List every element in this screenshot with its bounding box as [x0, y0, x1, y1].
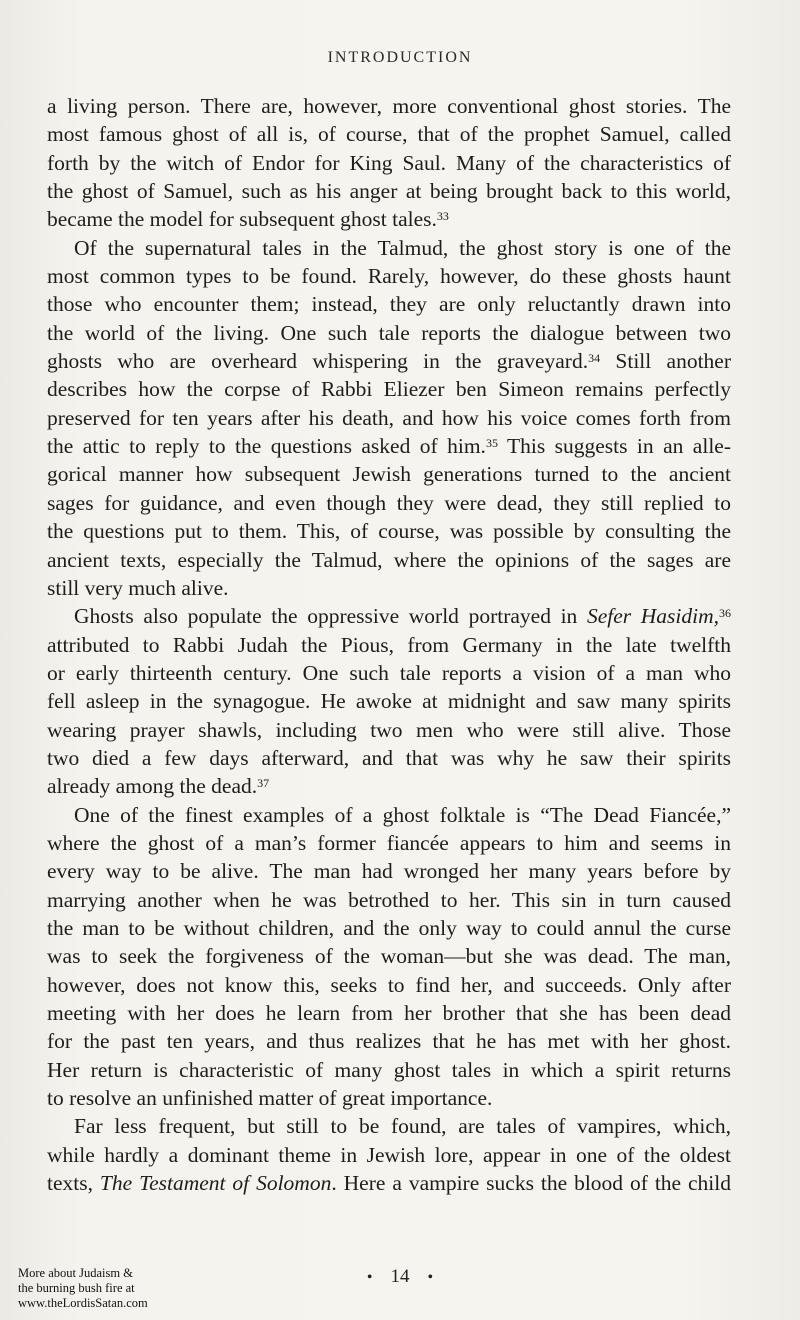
text-line: or early thirteenth century. One such tale reports a vision of a man who [47, 660, 731, 685]
bullet-dot: • [427, 1269, 434, 1286]
text-line: Far less frequent, but still to be found, are tales of vampires, which, [74, 1114, 731, 1139]
footer-note-line: More about Judaism & [18, 1266, 133, 1280]
footnote-marker: 35 [485, 436, 498, 451]
text-line: marrying another when he was betrothed to her. This sin in turn caused [47, 887, 731, 912]
page-number-area [0, 1266, 800, 1288]
text-line: while hardly a dominant theme in Jewish lore, appear in one of the oldest [47, 1142, 731, 1167]
text-line: most famous ghost of all is, of course, that of the prophet Samuel, called [47, 122, 731, 147]
text-line: however, does not know this, seeks to find her, and succeeds. Only after [47, 972, 731, 997]
text-line: Ghosts also populate the oppressive world portrayed in Sefer Hasidim,$^{36}$ [74, 604, 731, 629]
italic-title: Sefer Hasidim, [586, 604, 719, 629]
text-line: still very much alive. [47, 575, 229, 600]
running-header: INTRODUCTION [327, 49, 473, 66]
text-line: the man to be without children, and the only way to could annul the curse [47, 915, 731, 940]
page-number: 14 [390, 1266, 410, 1287]
text-line: Of the supernatural tales in the Talmud, the ghost story is one of the [74, 235, 731, 260]
text-line: gorical manner how subsequent Jewish generations turned to the ancient [47, 462, 731, 487]
footnote-marker: 34 [588, 351, 601, 366]
text-line: the ghost of Samuel, such as his anger at being brought back to this world, [47, 179, 731, 204]
text-line: Her return is characteristic of many ghost tales in which a spirit returns [47, 1057, 731, 1082]
footer-note-line: the burning bush fire at [18, 1281, 135, 1295]
text-line: for the past ten years, and thus realizes that he has met with her ghost. [47, 1029, 731, 1054]
footnote-marker: 33 [436, 209, 449, 224]
text-line: preserved for ten years after his death, and how his voice comes forth from [47, 405, 731, 430]
text-line: wearing prayer shawls, including two men who were still alive. Those [47, 717, 731, 742]
footnote-marker: 37 [257, 776, 270, 791]
text-line: already among the dead.$^{37}$ [47, 774, 270, 799]
italic-title: The Testament of Solomon [99, 1171, 332, 1196]
text-line: ghosts who are overheard whispering in the graveyard.$^{34}$ Still another [47, 349, 731, 374]
text-line: became the model for subsequent ghost tales.$^{33}$ [47, 207, 449, 232]
text-line: was to seek the forgiveness of the woman—but she was dead. The man, [47, 944, 731, 969]
text-line: the questions put to them. This, of course, was possible by consulting the [47, 519, 731, 544]
text-line: meeting with her does he learn from her brother that she has been dead [47, 1001, 731, 1025]
text-line: a living person. There are, however, more conventional ghost stories. The [47, 94, 731, 118]
text-line: forth by the witch of Endor for King Saul. Many of the characteristics of [47, 150, 731, 175]
text-line: most common types to be found. Rarely, however, do these ghosts haunt [47, 264, 731, 289]
footnote-marker: 36 [719, 606, 731, 621]
text-line: two died a few days afterward, and that was why he saw their spirits [47, 745, 731, 770]
text-line: describes how the corpse of Rabbi Eliezer ben Simeon remains perfectly [47, 377, 731, 402]
footer-note-line: www.theLordisSatan.com [18, 1296, 148, 1310]
text-line: the world of the living. One such tale reports the dialogue between two [47, 320, 731, 345]
text-line: attributed to Rabbi Judah the Pious, from Germany in the late twelfth [47, 632, 731, 657]
text-line: ancient texts, especially the Talmud, where the opinions of the sages are [47, 547, 731, 572]
text-line: the attic to reply to the questions asked of him.$^{35}$ This suggests in an alle- [47, 434, 731, 459]
text-line: every way to be alive. The man had wronged her many years before by [47, 859, 731, 884]
text-line: to resolve an unfinished matter of great importance. [47, 1086, 493, 1111]
text-line: where the ghost of a man’s former fiancée appears to him and seems in [47, 830, 731, 855]
text-line: One of the finest examples of a ghost folktale is “The Dead Fiancée,” [74, 802, 731, 827]
bullet-dot: • [366, 1269, 373, 1286]
text-line: those who encounter them; instead, they are only reluctantly drawn into [47, 292, 731, 317]
text-line: texts, The Testament of Solomon. Here a vampire sucks the blood of the child [47, 1171, 731, 1196]
text-line: fell asleep in the synagogue. He awoke at midnight and saw many spirits [47, 689, 731, 714]
text-line: sages for guidance, and even though they were dead, they still replied to [47, 490, 731, 515]
body-text [47, 92, 731, 1197]
